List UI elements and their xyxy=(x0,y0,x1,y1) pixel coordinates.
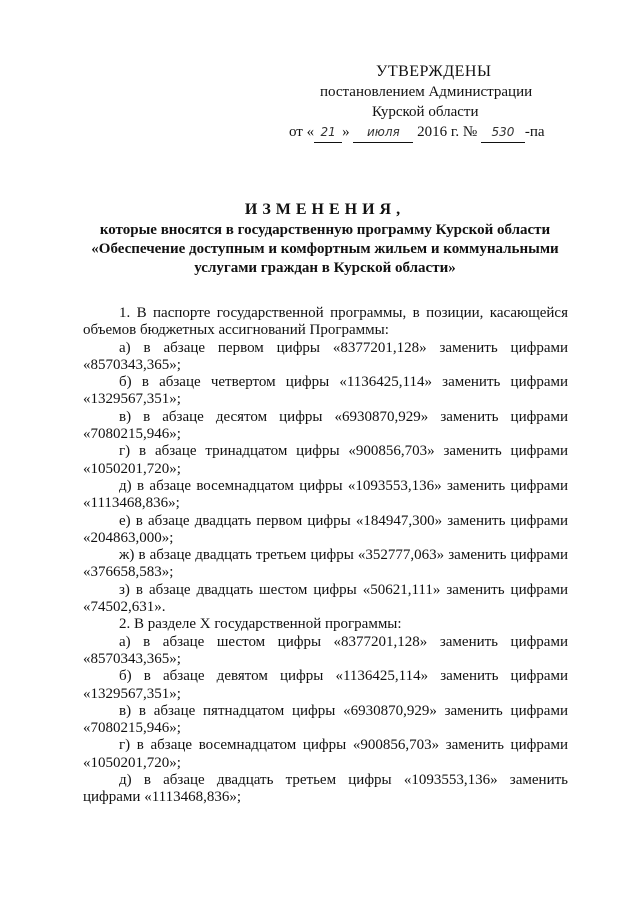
section-1-item: а) в абзаце первом цифры «8377201,128» заменить цифрами xyxy=(119,339,568,356)
document-suffix: -па xyxy=(524,124,545,140)
heading-title: ИЗМЕНЕНИЯ, xyxy=(244,201,406,218)
document-body xyxy=(83,305,568,807)
date-month: июля xyxy=(353,122,413,143)
section-1-item-cont: «1050201,720»; xyxy=(83,460,181,477)
document-number: 530 xyxy=(481,122,525,143)
date-day: 21 xyxy=(314,122,342,143)
heading-line-2: «Обеспечение доступным и комфортным жильем и коммунальными xyxy=(91,241,559,257)
date-prefix: от « xyxy=(289,124,315,140)
section-2-intro: 2. В разделе X государственной программы: xyxy=(119,616,402,633)
section-1-item: е) в абзаце двадцать первом цифры «184947,300» заменить цифрами xyxy=(119,512,568,529)
section-2-item: г) в абзаце восемнадцатом цифры «900856,703» заменить цифрами xyxy=(119,737,568,754)
date-mid: » xyxy=(342,124,350,140)
heading-line-1: которые вносятся в государственную программу Курской области xyxy=(99,222,551,238)
approval-authority: постановлением Администрации xyxy=(320,84,533,100)
section-2-item: в) в абзаце пятнадцатом цифры «6930870,929» заменить цифрами xyxy=(119,702,568,719)
section-1-item-cont: «8570343,365»; xyxy=(83,356,181,373)
section-2-item: д) в абзаце двадцать третьем цифры «1093553,136» заменить xyxy=(119,772,568,789)
section-2-item: б) в абзаце девятом цифры «1136425,114» заменить цифрами xyxy=(119,668,568,685)
section-2-item-cont: «7080215,946»; xyxy=(83,720,181,737)
section-2-item-cont: «1050201,720»; xyxy=(83,754,181,771)
section-1-item-cont: «204863,000»; xyxy=(83,529,174,546)
section-2-item: а) в абзаце шестом цифры «8377201,128» заменить цифрами xyxy=(119,633,568,650)
document-heading xyxy=(60,200,590,278)
section-2-item-cont: «8570343,365»; xyxy=(83,650,181,667)
section-2-item-cont: цифрами «1113468,836»; xyxy=(83,789,242,806)
section-1-item: в) в абзаце десятом цифры «6930870,929» заменить цифрами xyxy=(119,408,568,425)
section-1-item-cont: «376658,583»; xyxy=(83,564,174,581)
heading-line-3: услугами граждан в Курской области» xyxy=(194,260,456,276)
section-1-item: б) в абзаце четвертом цифры «1136425,114» заменить цифрами xyxy=(119,374,568,391)
section-1-intro: 1. В паспорте государственной программы, в позиции, касающейся xyxy=(119,305,568,321)
section-2-item-cont: «1329567,351»; xyxy=(83,685,181,702)
date-year: 2016 г. № xyxy=(417,124,478,140)
section-1-item: з) в абзаце двадцать шестом цифры «50621,111» заменить цифрами xyxy=(119,581,568,598)
section-1-item: г) в абзаце тринадцатом цифры «900856,703» заменить цифрами xyxy=(119,443,568,460)
section-1-item-cont: «74502,631». xyxy=(83,599,166,616)
approval-region: Курской области xyxy=(372,104,479,120)
approval-title: УТВЕРЖДЕНЫ xyxy=(376,63,492,80)
section-1-item-cont: «7080215,946»; xyxy=(83,426,181,443)
section-1-item: ж) в абзаце двадцать третьем цифры «352777,063» заменить цифрами xyxy=(119,547,568,564)
section-1-intro-cont: объемов бюджетных ассигнований Программы: xyxy=(83,322,389,339)
section-1-item: д) в абзаце восемнадцатом цифры «1093553,136» заменить цифрами xyxy=(119,477,568,494)
section-1-item-cont: «1113468,836»; xyxy=(83,495,180,512)
approval-date-line xyxy=(280,122,580,143)
section-1-item-cont: «1329567,351»; xyxy=(83,391,181,408)
approval-block xyxy=(280,62,580,143)
